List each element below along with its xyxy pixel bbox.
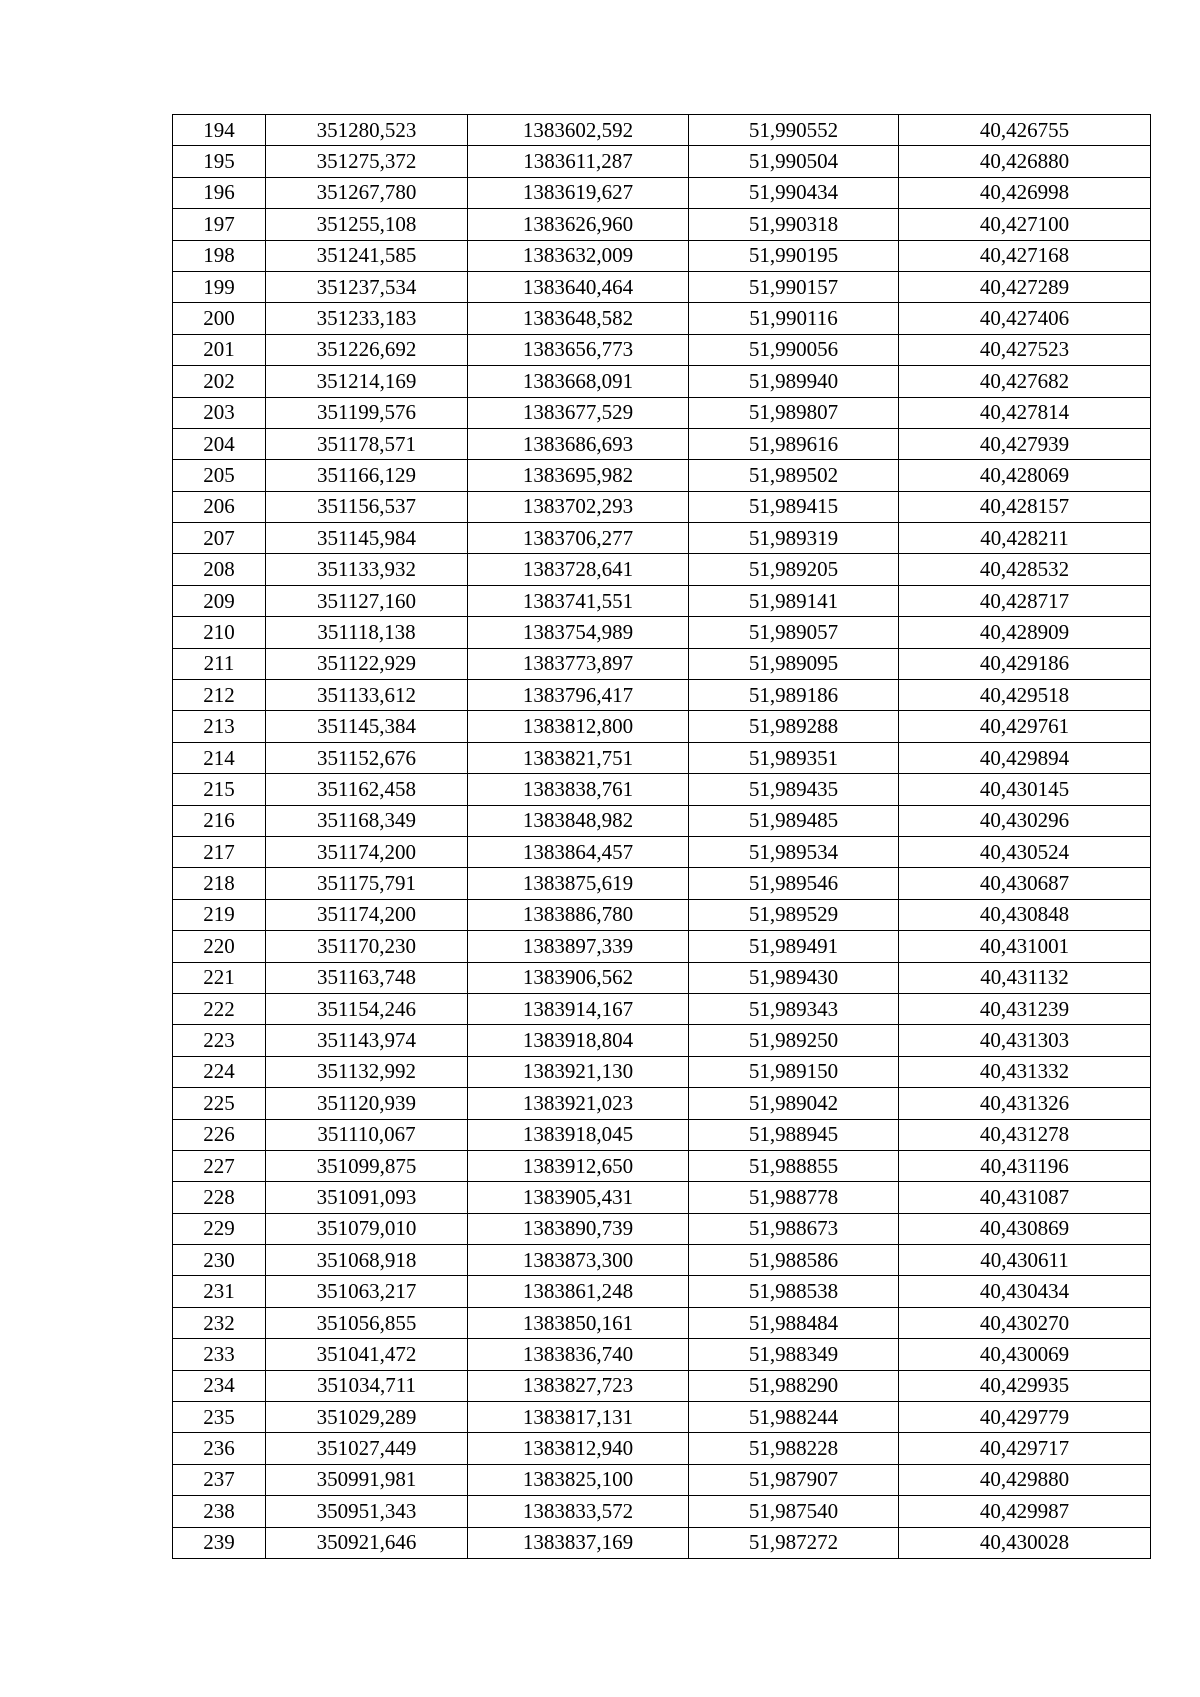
y-coordinate-cell: 1383817,131 (468, 1402, 689, 1433)
longitude-cell: 40,429880 (899, 1464, 1151, 1495)
point-number-cell: 223 (173, 1025, 266, 1056)
x-coordinate-cell: 351275,372 (266, 146, 468, 177)
latitude-cell: 51,989485 (689, 805, 899, 836)
longitude-cell: 40,429779 (899, 1402, 1151, 1433)
latitude-cell: 51,988945 (689, 1119, 899, 1150)
table-row (173, 1213, 1151, 1244)
x-coordinate-cell: 351133,612 (266, 680, 468, 711)
point-number-cell: 226 (173, 1119, 266, 1150)
latitude-cell: 51,989415 (689, 491, 899, 522)
latitude-cell: 51,989546 (689, 868, 899, 899)
longitude-cell: 40,431332 (899, 1056, 1151, 1087)
coordinates-table (172, 114, 1151, 1559)
x-coordinate-cell: 351143,974 (266, 1025, 468, 1056)
point-number-cell: 198 (173, 240, 266, 271)
table-row (173, 1245, 1151, 1276)
table-row (173, 1276, 1151, 1307)
table-row (173, 303, 1151, 334)
point-number-cell: 228 (173, 1182, 266, 1213)
point-number-cell: 210 (173, 617, 266, 648)
latitude-cell: 51,989940 (689, 366, 899, 397)
table-row (173, 1150, 1151, 1181)
x-coordinate-cell: 351068,918 (266, 1245, 468, 1276)
latitude-cell: 51,989319 (689, 523, 899, 554)
longitude-cell: 40,431326 (899, 1088, 1151, 1119)
y-coordinate-cell: 1383921,023 (468, 1088, 689, 1119)
x-coordinate-cell: 351041,472 (266, 1339, 468, 1370)
latitude-cell: 51,989502 (689, 460, 899, 491)
point-number-cell: 232 (173, 1307, 266, 1338)
point-number-cell: 203 (173, 397, 266, 428)
longitude-cell: 40,431087 (899, 1182, 1151, 1213)
x-coordinate-cell: 350991,981 (266, 1464, 468, 1495)
longitude-cell: 40,429894 (899, 742, 1151, 773)
latitude-cell: 51,988673 (689, 1213, 899, 1244)
y-coordinate-cell: 1383632,009 (468, 240, 689, 271)
x-coordinate-cell: 351174,200 (266, 836, 468, 867)
table-row (173, 648, 1151, 679)
x-coordinate-cell: 351120,939 (266, 1088, 468, 1119)
latitude-cell: 51,987907 (689, 1464, 899, 1495)
y-coordinate-cell: 1383825,100 (468, 1464, 689, 1495)
table-row (173, 711, 1151, 742)
longitude-cell: 40,431278 (899, 1119, 1151, 1150)
x-coordinate-cell: 351214,169 (266, 366, 468, 397)
longitude-cell: 40,430687 (899, 868, 1151, 899)
latitude-cell: 51,988586 (689, 1245, 899, 1276)
point-number-cell: 219 (173, 899, 266, 930)
table-row (173, 1464, 1151, 1495)
point-number-cell: 217 (173, 836, 266, 867)
longitude-cell: 40,426880 (899, 146, 1151, 177)
table-row (173, 1370, 1151, 1401)
latitude-cell: 51,989205 (689, 554, 899, 585)
table-row (173, 1433, 1151, 1464)
y-coordinate-cell: 1383897,339 (468, 931, 689, 962)
x-coordinate-cell: 351154,246 (266, 993, 468, 1024)
y-coordinate-cell: 1383850,161 (468, 1307, 689, 1338)
y-coordinate-cell: 1383611,287 (468, 146, 689, 177)
longitude-cell: 40,430434 (899, 1276, 1151, 1307)
latitude-cell: 51,989807 (689, 397, 899, 428)
longitude-cell: 40,430869 (899, 1213, 1151, 1244)
point-number-cell: 196 (173, 177, 266, 208)
point-number-cell: 234 (173, 1370, 266, 1401)
x-coordinate-cell: 351029,289 (266, 1402, 468, 1433)
longitude-cell: 40,431196 (899, 1150, 1151, 1181)
point-number-cell: 207 (173, 523, 266, 554)
y-coordinate-cell: 1383648,582 (468, 303, 689, 334)
x-coordinate-cell: 351034,711 (266, 1370, 468, 1401)
x-coordinate-cell: 350951,343 (266, 1496, 468, 1527)
y-coordinate-cell: 1383821,751 (468, 742, 689, 773)
point-number-cell: 200 (173, 303, 266, 334)
table-row (173, 1307, 1151, 1338)
point-number-cell: 239 (173, 1527, 266, 1558)
y-coordinate-cell: 1383754,989 (468, 617, 689, 648)
table-row (173, 1119, 1151, 1150)
latitude-cell: 51,989534 (689, 836, 899, 867)
table-row (173, 209, 1151, 240)
longitude-cell: 40,431303 (899, 1025, 1151, 1056)
table-row (173, 491, 1151, 522)
y-coordinate-cell: 1383812,940 (468, 1433, 689, 1464)
point-number-cell: 218 (173, 868, 266, 899)
longitude-cell: 40,430028 (899, 1527, 1151, 1558)
x-coordinate-cell: 351027,449 (266, 1433, 468, 1464)
y-coordinate-cell: 1383890,739 (468, 1213, 689, 1244)
latitude-cell: 51,990056 (689, 334, 899, 365)
latitude-cell: 51,990504 (689, 146, 899, 177)
latitude-cell: 51,990116 (689, 303, 899, 334)
longitude-cell: 40,430611 (899, 1245, 1151, 1276)
coordinates-table-body (173, 115, 1151, 1559)
table-row (173, 460, 1151, 491)
x-coordinate-cell: 351163,748 (266, 962, 468, 993)
latitude-cell: 51,989095 (689, 648, 899, 679)
x-coordinate-cell: 351199,576 (266, 397, 468, 428)
longitude-cell: 40,427939 (899, 428, 1151, 459)
y-coordinate-cell: 1383827,723 (468, 1370, 689, 1401)
x-coordinate-cell: 351233,183 (266, 303, 468, 334)
y-coordinate-cell: 1383848,982 (468, 805, 689, 836)
y-coordinate-cell: 1383914,167 (468, 993, 689, 1024)
table-row (173, 993, 1151, 1024)
table-row (173, 240, 1151, 271)
longitude-cell: 40,428909 (899, 617, 1151, 648)
longitude-cell: 40,427523 (899, 334, 1151, 365)
point-number-cell: 230 (173, 1245, 266, 1276)
longitude-cell: 40,429518 (899, 680, 1151, 711)
point-number-cell: 214 (173, 742, 266, 773)
x-coordinate-cell: 351152,676 (266, 742, 468, 773)
y-coordinate-cell: 1383728,641 (468, 554, 689, 585)
longitude-cell: 40,430848 (899, 899, 1151, 930)
x-coordinate-cell: 351091,093 (266, 1182, 468, 1213)
y-coordinate-cell: 1383873,300 (468, 1245, 689, 1276)
x-coordinate-cell: 351063,217 (266, 1276, 468, 1307)
point-number-cell: 236 (173, 1433, 266, 1464)
latitude-cell: 51,990157 (689, 271, 899, 302)
table-row (173, 115, 1151, 146)
longitude-cell: 40,428532 (899, 554, 1151, 585)
x-coordinate-cell: 351237,534 (266, 271, 468, 302)
y-coordinate-cell: 1383906,562 (468, 962, 689, 993)
longitude-cell: 40,429935 (899, 1370, 1151, 1401)
table-row (173, 1025, 1151, 1056)
table-row (173, 428, 1151, 459)
table-row (173, 868, 1151, 899)
longitude-cell: 40,430296 (899, 805, 1151, 836)
table-row (173, 774, 1151, 805)
x-coordinate-cell: 351280,523 (266, 115, 468, 146)
y-coordinate-cell: 1383695,982 (468, 460, 689, 491)
y-coordinate-cell: 1383833,572 (468, 1496, 689, 1527)
point-number-cell: 212 (173, 680, 266, 711)
y-coordinate-cell: 1383921,130 (468, 1056, 689, 1087)
table-row (173, 617, 1151, 648)
x-coordinate-cell: 351175,791 (266, 868, 468, 899)
point-number-cell: 213 (173, 711, 266, 742)
y-coordinate-cell: 1383838,761 (468, 774, 689, 805)
latitude-cell: 51,989250 (689, 1025, 899, 1056)
latitude-cell: 51,989430 (689, 962, 899, 993)
longitude-cell: 40,428157 (899, 491, 1151, 522)
y-coordinate-cell: 1383677,529 (468, 397, 689, 428)
latitude-cell: 51,990552 (689, 115, 899, 146)
y-coordinate-cell: 1383812,800 (468, 711, 689, 742)
point-number-cell: 237 (173, 1464, 266, 1495)
point-number-cell: 235 (173, 1402, 266, 1433)
x-coordinate-cell: 351110,067 (266, 1119, 468, 1150)
latitude-cell: 51,988244 (689, 1402, 899, 1433)
latitude-cell: 51,989343 (689, 993, 899, 1024)
x-coordinate-cell: 351127,160 (266, 585, 468, 616)
latitude-cell: 51,987272 (689, 1527, 899, 1558)
point-number-cell: 199 (173, 271, 266, 302)
longitude-cell: 40,428211 (899, 523, 1151, 554)
x-coordinate-cell: 351170,230 (266, 931, 468, 962)
longitude-cell: 40,427814 (899, 397, 1151, 428)
point-number-cell: 220 (173, 931, 266, 962)
latitude-cell: 51,988855 (689, 1150, 899, 1181)
longitude-cell: 40,429761 (899, 711, 1151, 742)
latitude-cell: 51,988349 (689, 1339, 899, 1370)
latitude-cell: 51,990318 (689, 209, 899, 240)
point-number-cell: 231 (173, 1276, 266, 1307)
point-number-cell: 233 (173, 1339, 266, 1370)
x-coordinate-cell: 351166,129 (266, 460, 468, 491)
y-coordinate-cell: 1383602,592 (468, 115, 689, 146)
y-coordinate-cell: 1383836,740 (468, 1339, 689, 1370)
y-coordinate-cell: 1383773,897 (468, 648, 689, 679)
point-number-cell: 229 (173, 1213, 266, 1244)
point-number-cell: 216 (173, 805, 266, 836)
table-row (173, 1496, 1151, 1527)
point-number-cell: 201 (173, 334, 266, 365)
longitude-cell: 40,429186 (899, 648, 1151, 679)
longitude-cell: 40,431239 (899, 993, 1151, 1024)
y-coordinate-cell: 1383702,293 (468, 491, 689, 522)
latitude-cell: 51,988290 (689, 1370, 899, 1401)
point-number-cell: 224 (173, 1056, 266, 1087)
latitude-cell: 51,989150 (689, 1056, 899, 1087)
x-coordinate-cell: 351118,138 (266, 617, 468, 648)
table-row (173, 146, 1151, 177)
longitude-cell: 40,427100 (899, 209, 1151, 240)
latitude-cell: 51,989616 (689, 428, 899, 459)
point-number-cell: 238 (173, 1496, 266, 1527)
table-row (173, 271, 1151, 302)
latitude-cell: 51,988538 (689, 1276, 899, 1307)
point-number-cell: 197 (173, 209, 266, 240)
table-row (173, 931, 1151, 962)
longitude-cell: 40,426755 (899, 115, 1151, 146)
longitude-cell: 40,428717 (899, 585, 1151, 616)
table-row (173, 1182, 1151, 1213)
point-number-cell: 194 (173, 115, 266, 146)
y-coordinate-cell: 1383861,248 (468, 1276, 689, 1307)
point-number-cell: 206 (173, 491, 266, 522)
x-coordinate-cell: 351226,692 (266, 334, 468, 365)
y-coordinate-cell: 1383864,457 (468, 836, 689, 867)
longitude-cell: 40,430524 (899, 836, 1151, 867)
x-coordinate-cell: 351079,010 (266, 1213, 468, 1244)
table-row (173, 742, 1151, 773)
longitude-cell: 40,427289 (899, 271, 1151, 302)
latitude-cell: 51,987540 (689, 1496, 899, 1527)
longitude-cell: 40,429987 (899, 1496, 1151, 1527)
table-row (173, 177, 1151, 208)
table-row (173, 805, 1151, 836)
table-row (173, 523, 1151, 554)
longitude-cell: 40,427682 (899, 366, 1151, 397)
x-coordinate-cell: 351132,992 (266, 1056, 468, 1087)
table-row (173, 899, 1151, 930)
table-row (173, 1339, 1151, 1370)
y-coordinate-cell: 1383656,773 (468, 334, 689, 365)
y-coordinate-cell: 1383686,693 (468, 428, 689, 459)
table-row (173, 1088, 1151, 1119)
table-row (173, 397, 1151, 428)
point-number-cell: 215 (173, 774, 266, 805)
x-coordinate-cell: 351056,855 (266, 1307, 468, 1338)
x-coordinate-cell: 351178,571 (266, 428, 468, 459)
x-coordinate-cell: 351241,585 (266, 240, 468, 271)
table-row (173, 836, 1151, 867)
longitude-cell: 40,429717 (899, 1433, 1151, 1464)
y-coordinate-cell: 1383706,277 (468, 523, 689, 554)
longitude-cell: 40,431132 (899, 962, 1151, 993)
x-coordinate-cell: 351162,458 (266, 774, 468, 805)
latitude-cell: 51,989186 (689, 680, 899, 711)
x-coordinate-cell: 351133,932 (266, 554, 468, 585)
latitude-cell: 51,989288 (689, 711, 899, 742)
point-number-cell: 221 (173, 962, 266, 993)
latitude-cell: 51,989057 (689, 617, 899, 648)
longitude-cell: 40,430270 (899, 1307, 1151, 1338)
y-coordinate-cell: 1383837,169 (468, 1527, 689, 1558)
y-coordinate-cell: 1383741,551 (468, 585, 689, 616)
longitude-cell: 40,426998 (899, 177, 1151, 208)
table-row (173, 1527, 1151, 1558)
table-row (173, 554, 1151, 585)
latitude-cell: 51,989435 (689, 774, 899, 805)
table-row (173, 962, 1151, 993)
latitude-cell: 51,990434 (689, 177, 899, 208)
x-coordinate-cell: 351255,108 (266, 209, 468, 240)
x-coordinate-cell: 351122,929 (266, 648, 468, 679)
point-number-cell: 227 (173, 1150, 266, 1181)
table-row (173, 334, 1151, 365)
x-coordinate-cell: 351145,384 (266, 711, 468, 742)
longitude-cell: 40,428069 (899, 460, 1151, 491)
x-coordinate-cell: 351099,875 (266, 1150, 468, 1181)
table-row (173, 366, 1151, 397)
longitude-cell: 40,431001 (899, 931, 1151, 962)
longitude-cell: 40,430145 (899, 774, 1151, 805)
latitude-cell: 51,988228 (689, 1433, 899, 1464)
latitude-cell: 51,989141 (689, 585, 899, 616)
point-number-cell: 225 (173, 1088, 266, 1119)
y-coordinate-cell: 1383626,960 (468, 209, 689, 240)
latitude-cell: 51,989529 (689, 899, 899, 930)
x-coordinate-cell: 351156,537 (266, 491, 468, 522)
x-coordinate-cell: 350921,646 (266, 1527, 468, 1558)
longitude-cell: 40,427168 (899, 240, 1151, 271)
table-row (173, 1056, 1151, 1087)
latitude-cell: 51,988484 (689, 1307, 899, 1338)
x-coordinate-cell: 351145,984 (266, 523, 468, 554)
point-number-cell: 211 (173, 648, 266, 679)
point-number-cell: 202 (173, 366, 266, 397)
y-coordinate-cell: 1383619,627 (468, 177, 689, 208)
y-coordinate-cell: 1383668,091 (468, 366, 689, 397)
y-coordinate-cell: 1383905,431 (468, 1182, 689, 1213)
y-coordinate-cell: 1383918,804 (468, 1025, 689, 1056)
latitude-cell: 51,990195 (689, 240, 899, 271)
point-number-cell: 195 (173, 146, 266, 177)
point-number-cell: 222 (173, 993, 266, 1024)
y-coordinate-cell: 1383912,650 (468, 1150, 689, 1181)
longitude-cell: 40,427406 (899, 303, 1151, 334)
point-number-cell: 208 (173, 554, 266, 585)
y-coordinate-cell: 1383918,045 (468, 1119, 689, 1150)
y-coordinate-cell: 1383886,780 (468, 899, 689, 930)
latitude-cell: 51,989491 (689, 931, 899, 962)
table-row (173, 1402, 1151, 1433)
y-coordinate-cell: 1383875,619 (468, 868, 689, 899)
latitude-cell: 51,989351 (689, 742, 899, 773)
point-number-cell: 204 (173, 428, 266, 459)
point-number-cell: 205 (173, 460, 266, 491)
x-coordinate-cell: 351168,349 (266, 805, 468, 836)
table-row (173, 585, 1151, 616)
point-number-cell: 209 (173, 585, 266, 616)
latitude-cell: 51,989042 (689, 1088, 899, 1119)
latitude-cell: 51,988778 (689, 1182, 899, 1213)
x-coordinate-cell: 351267,780 (266, 177, 468, 208)
y-coordinate-cell: 1383640,464 (468, 271, 689, 302)
longitude-cell: 40,430069 (899, 1339, 1151, 1370)
x-coordinate-cell: 351174,200 (266, 899, 468, 930)
y-coordinate-cell: 1383796,417 (468, 680, 689, 711)
table-row (173, 680, 1151, 711)
